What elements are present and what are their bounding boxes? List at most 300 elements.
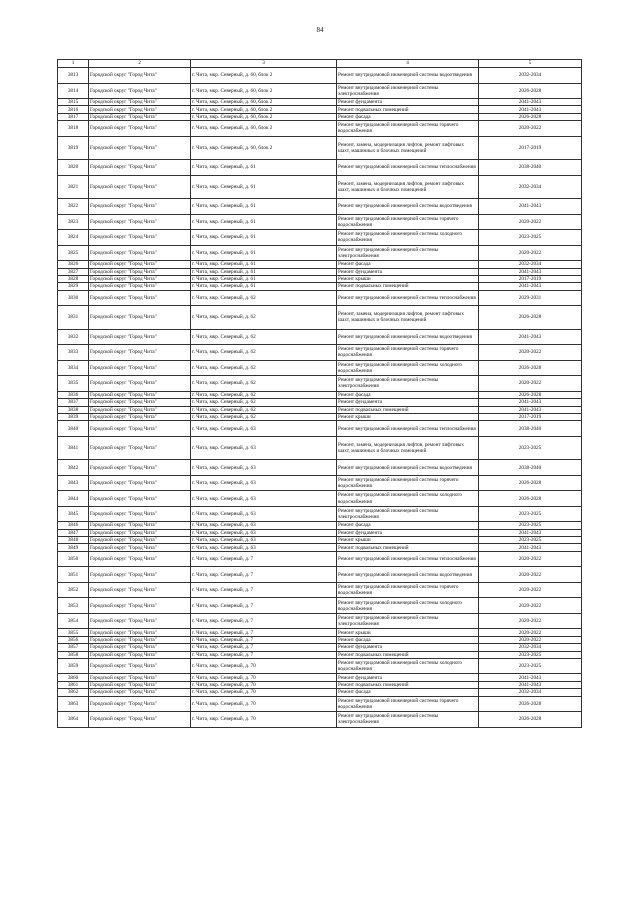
address-cell: г. Чита, мкр. Северный, д. 60, блок 2	[191, 68, 337, 84]
period-cell: 2026-2028	[479, 360, 582, 376]
owner-cell: Городской округ "Город Чита"	[89, 275, 191, 282]
work-type-cell: Ремонт внутридомовой инженерной системы теплоснабжения	[337, 551, 479, 567]
table-row	[58, 696, 582, 712]
address-cell: г. Чита, мкр. Северный, д. 61	[191, 199, 337, 215]
row-number-cell: 3848	[58, 537, 89, 544]
address-cell: г. Чита, мкр. Северный, д. 70	[191, 681, 337, 688]
owner-cell: Городской округ "Город Чита"	[89, 537, 191, 544]
work-type-cell: Ремонт крыши	[337, 275, 479, 282]
table-row	[58, 644, 582, 651]
owner-cell: Городской округ "Город Чита"	[89, 113, 191, 120]
header-cell-3: 3	[191, 60, 337, 68]
row-number-cell: 3815	[58, 99, 89, 106]
address-cell: г. Чита, мкр. Северный, д. 62	[191, 399, 337, 406]
table-row	[58, 674, 582, 681]
address-cell: г. Чита, мкр. Северный, д. 61	[191, 261, 337, 268]
owner-cell: Городской округ "Город Чита"	[89, 413, 191, 420]
owner-cell: Городской округ "Город Чита"	[89, 268, 191, 275]
row-number-cell: 3838	[58, 406, 89, 413]
table-row	[58, 121, 582, 137]
period-cell: 2023-2025	[479, 522, 582, 529]
owner-cell: Городской округ "Город Чита"	[89, 175, 191, 199]
row-number-cell: 3845	[58, 506, 89, 522]
row-number-cell: 3842	[58, 460, 89, 476]
row-number-cell: 3816	[58, 106, 89, 113]
address-cell: г. Чита, мкр. Северный, д. 7	[191, 613, 337, 629]
period-cell: 2020-2022	[479, 629, 582, 636]
owner-cell: Городской округ "Город Чита"	[89, 696, 191, 712]
period-cell: 2023-2025	[479, 537, 582, 544]
row-number-cell: 3822	[58, 199, 89, 215]
owner-cell: Городской округ "Город Чита"	[89, 214, 191, 230]
row-number-cell: 3839	[58, 413, 89, 420]
row-number-cell: 3850	[58, 551, 89, 567]
table-row	[58, 376, 582, 392]
address-cell: г. Чита, мкр. Северный, д. 63	[191, 544, 337, 551]
owner-cell: Городской округ "Город Чита"	[89, 360, 191, 376]
owner-cell: Городской округ "Город Чита"	[89, 306, 191, 330]
row-number-cell: 3847	[58, 529, 89, 536]
row-number-cell: 3862	[58, 689, 89, 696]
owner-cell: Городской округ "Город Чита"	[89, 475, 191, 491]
table-row	[58, 436, 582, 460]
owner-cell: Городской округ "Город Чита"	[89, 345, 191, 361]
table-row	[58, 475, 582, 491]
work-type-cell: Ремонт внутридомовой инженерной системы электроснабжения	[337, 245, 479, 261]
owner-cell: Городской округ "Город Чита"	[89, 644, 191, 651]
period-cell: 2041-2043	[479, 406, 582, 413]
address-cell: г. Чита, мкр. Северный, д. 61	[191, 230, 337, 246]
table-row	[58, 491, 582, 507]
table-row	[58, 345, 582, 361]
page-number: 84	[316, 26, 324, 34]
period-cell: 2032-2034	[479, 68, 582, 84]
work-type-cell: Ремонт фасада	[337, 113, 479, 120]
period-cell: 2041-2043	[479, 329, 582, 345]
row-number-cell: 3827	[58, 268, 89, 275]
row-number-cell: 3837	[58, 399, 89, 406]
address-cell: г. Чита, мкр. Северный, д. 63	[191, 522, 337, 529]
address-cell: г. Чита, мкр. Северный, д. 62	[191, 345, 337, 361]
address-cell: г. Чита, мкр. Северный, д. 62	[191, 391, 337, 398]
period-cell: 2020-2022	[479, 245, 582, 261]
table-row	[58, 360, 582, 376]
owner-cell: Городской округ "Город Чита"	[89, 106, 191, 113]
work-type-cell: Ремонт внутридомовой инженерной системы водоотведения	[337, 199, 479, 215]
table-row	[58, 689, 582, 696]
row-number-cell: 3830	[58, 290, 89, 306]
table-row	[58, 613, 582, 629]
period-cell: 2020-2022	[479, 613, 582, 629]
table-row	[58, 522, 582, 529]
row-number-cell: 3833	[58, 345, 89, 361]
work-type-cell: Ремонт фасада	[337, 522, 479, 529]
owner-cell: Городской округ "Город Чита"	[89, 629, 191, 636]
work-type-cell: Ремонт фундамента	[337, 268, 479, 275]
row-number-cell: 3849	[58, 544, 89, 551]
work-type-cell: Ремонт подвальных помещений	[337, 681, 479, 688]
row-number-cell: 3821	[58, 175, 89, 199]
period-cell: 2020-2022	[479, 582, 582, 598]
row-number-cell: 3832	[58, 329, 89, 345]
work-type-cell: Ремонт внутридомовой инженерной системы электроснабжения	[337, 376, 479, 392]
period-cell: 2020-2022	[479, 551, 582, 567]
owner-cell: Городской округ "Город Чита"	[89, 674, 191, 681]
row-number-cell: 3835	[58, 376, 89, 392]
period-cell: 2041-2043	[479, 199, 582, 215]
work-type-cell: Ремонт крыши	[337, 629, 479, 636]
work-type-cell: Ремонт внутридомовой инженерной системы водоотведения	[337, 68, 479, 84]
address-cell: г. Чита, мкр. Северный, д. 7	[191, 598, 337, 614]
owner-cell: Городской округ "Город Чита"	[89, 689, 191, 696]
work-type-cell: Ремонт фасада	[337, 261, 479, 268]
period-cell: 2020-2022	[479, 598, 582, 614]
owner-cell: Городской округ "Город Чита"	[89, 506, 191, 522]
owner-cell: Городской округ "Город Чита"	[89, 68, 191, 84]
work-type-cell: Ремонт внутридомовой инженерной системы электроснабжения	[337, 613, 479, 629]
owner-cell: Городской округ "Город Чита"	[89, 522, 191, 529]
row-number-cell: 3863	[58, 696, 89, 712]
address-cell: г. Чита, мкр. Северный, д. 62	[191, 329, 337, 345]
row-number-cell: 3861	[58, 681, 89, 688]
owner-cell: Городской округ "Город Чита"	[89, 551, 191, 567]
owner-cell: Городской округ "Город Чита"	[89, 391, 191, 398]
table-row	[58, 712, 582, 728]
address-cell: г. Чита, мкр. Северный, д. 60, блок 2	[191, 106, 337, 113]
period-cell: 2023-2025	[479, 658, 582, 674]
row-number-cell: 3825	[58, 245, 89, 261]
address-cell: г. Чита, мкр. Северный, д. 61	[191, 283, 337, 290]
owner-cell: Городской округ "Город Чита"	[89, 636, 191, 643]
row-number-cell: 3828	[58, 275, 89, 282]
period-cell: 2026-2028	[479, 306, 582, 330]
owner-cell: Городской округ "Город Чита"	[89, 681, 191, 688]
table-row	[58, 413, 582, 420]
address-cell: г. Чита, мкр. Северный, д. 60, блок 2	[191, 83, 337, 99]
address-cell: г. Чита, мкр. Северный, д. 62	[191, 290, 337, 306]
owner-cell: Городской округ "Город Чита"	[89, 230, 191, 246]
period-cell: 2017-2019	[479, 136, 582, 160]
owner-cell: Городской округ "Город Чита"	[89, 99, 191, 106]
table-row	[58, 230, 582, 246]
table-row	[58, 329, 582, 345]
work-type-cell: Ремонт внутридомовой инженерной системы водоотведения	[337, 460, 479, 476]
address-cell: г. Чита, мкр. Северный, д. 61	[191, 268, 337, 275]
row-number-cell: 3836	[58, 391, 89, 398]
period-cell: 2041-2043	[479, 283, 582, 290]
work-type-cell: Ремонт фасада	[337, 636, 479, 643]
work-type-cell: Ремонт подвальных помещений	[337, 283, 479, 290]
table-row	[58, 658, 582, 674]
address-cell: г. Чита, мкр. Северный, д. 63	[191, 491, 337, 507]
work-type-cell: Ремонт фундамента	[337, 644, 479, 651]
owner-cell: Городской округ "Город Чита"	[89, 136, 191, 160]
table-row	[58, 245, 582, 261]
row-number-cell: 3824	[58, 230, 89, 246]
table-row	[58, 290, 582, 306]
row-number-cell: 3844	[58, 491, 89, 507]
address-cell: г. Чита, мкр. Северный, д. 7	[191, 636, 337, 643]
address-cell: г. Чита, мкр. Северный, д. 61	[191, 175, 337, 199]
address-cell: г. Чита, мкр. Северный, д. 61	[191, 214, 337, 230]
table-row	[58, 99, 582, 106]
address-cell: г. Чита, мкр. Северный, д. 63	[191, 436, 337, 460]
row-number-cell: 3852	[58, 582, 89, 598]
owner-cell: Городской округ "Город Чита"	[89, 712, 191, 728]
address-cell: г. Чита, мкр. Северный, д. 60, блок 2	[191, 99, 337, 106]
table-row	[58, 406, 582, 413]
period-cell: 2032-2034	[479, 644, 582, 651]
owner-cell: Городской округ "Город Чита"	[89, 376, 191, 392]
period-cell: 2041-2043	[479, 529, 582, 536]
work-type-cell: Ремонт внутридомовой инженерной системы теплоснабжения	[337, 160, 479, 176]
work-type-cell: Ремонт крыши	[337, 413, 479, 420]
work-type-cell: Ремонт фасада	[337, 391, 479, 398]
row-number-cell: 3846	[58, 522, 89, 529]
address-cell: г. Чита, мкр. Северный, д. 62	[191, 413, 337, 420]
table-row	[58, 175, 582, 199]
table-row	[58, 261, 582, 268]
table-row	[58, 399, 582, 406]
row-number-cell: 3864	[58, 712, 89, 728]
work-type-cell: Ремонт внутридомовой инженерной системы холодного водоснабжения	[337, 230, 479, 246]
period-cell: 2038-2040	[479, 460, 582, 476]
period-cell: 2023-2025	[479, 651, 582, 658]
period-cell: 2041-2043	[479, 399, 582, 406]
work-type-cell: Ремонт внутридомовой инженерной системы водоотведения	[337, 329, 479, 345]
work-type-cell: Ремонт внутридомовой инженерной системы горячего водоснабжения	[337, 475, 479, 491]
period-cell: 2038-2040	[479, 160, 582, 176]
period-cell: 2026-2028	[479, 712, 582, 728]
work-type-cell: Ремонт, замена, модернизация лифтов, ремонт лифтовых шахт, машинных и блочных помещений	[337, 175, 479, 199]
address-cell: г. Чита, мкр. Северный, д. 7	[191, 644, 337, 651]
work-type-cell: Ремонт внутридомовой инженерной системы горячего водоснабжения	[337, 214, 479, 230]
address-cell: г. Чита, мкр. Северный, д. 70	[191, 658, 337, 674]
period-cell: 2026-2028	[479, 83, 582, 99]
work-type-cell: Ремонт, замена, модернизация лифтов, ремонт лифтовых шахт, машинных и блочных помещений	[337, 436, 479, 460]
period-cell: 2023-2025	[479, 506, 582, 522]
row-number-cell: 3853	[58, 598, 89, 614]
work-type-cell: Ремонт фундамента	[337, 529, 479, 536]
work-type-cell: Ремонт внутридомовой инженерной системы горячего водоснабжения	[337, 345, 479, 361]
row-number-cell: 3851	[58, 567, 89, 583]
owner-cell: Городской округ "Город Чита"	[89, 245, 191, 261]
work-type-cell: Ремонт крыши	[337, 537, 479, 544]
table-row	[58, 268, 582, 275]
address-cell: г. Чита, мкр. Северный, д. 70	[191, 712, 337, 728]
address-cell: г. Чита, мкр. Северный, д. 63	[191, 506, 337, 522]
period-cell: 2023-2025	[479, 230, 582, 246]
period-cell: 2032-2034	[479, 689, 582, 696]
owner-cell: Городской округ "Город Чита"	[89, 283, 191, 290]
address-cell: г. Чита, мкр. Северный, д. 62	[191, 376, 337, 392]
work-type-cell: Ремонт внутридомовой инженерной системы горячего водоснабжения	[337, 696, 479, 712]
row-number-cell: 3831	[58, 306, 89, 330]
period-cell: 2026-2028	[479, 491, 582, 507]
row-number-cell: 3855	[58, 629, 89, 636]
table-row	[58, 506, 582, 522]
owner-cell: Городской округ "Город Чита"	[89, 261, 191, 268]
row-number-cell: 3843	[58, 475, 89, 491]
owner-cell: Городской округ "Город Чита"	[89, 658, 191, 674]
table-row	[58, 629, 582, 636]
address-cell: г. Чита, мкр. Северный, д. 61	[191, 245, 337, 261]
period-cell: 2029-2031	[479, 290, 582, 306]
work-type-cell: Ремонт фасада	[337, 689, 479, 696]
table-row	[58, 421, 582, 437]
table-header-row	[58, 60, 582, 68]
owner-cell: Городской округ "Город Чита"	[89, 329, 191, 345]
header-cell-5: 5	[479, 60, 582, 68]
table-row	[58, 199, 582, 215]
address-cell: г. Чита, мкр. Северный, д. 7	[191, 582, 337, 598]
header-cell-4: 4	[337, 60, 479, 68]
row-number-cell: 3817	[58, 113, 89, 120]
address-cell: г. Чита, мкр. Северный, д. 63	[191, 537, 337, 544]
table-row	[58, 598, 582, 614]
work-type-cell: Ремонт, замена, модернизация лифтов, ремонт лифтовых шахт, машинных и блочных помещений	[337, 136, 479, 160]
row-number-cell: 3826	[58, 261, 89, 268]
address-cell: г. Чита, мкр. Северный, д. 70	[191, 689, 337, 696]
period-cell: 2041-2043	[479, 544, 582, 551]
owner-cell: Городской округ "Город Чита"	[89, 567, 191, 583]
work-type-cell: Ремонт внутридомовой инженерной системы холодного водоснабжения	[337, 360, 479, 376]
address-cell: г. Чита, мкр. Северный, д. 60, блок 2	[191, 121, 337, 137]
work-type-cell: Ремонт внутридомовой инженерной системы холодного водоснабжения	[337, 598, 479, 614]
row-number-cell: 3818	[58, 121, 89, 137]
address-cell: г. Чита, мкр. Северный, д. 63	[191, 460, 337, 476]
table-row	[58, 636, 582, 643]
capital-repair-table	[57, 59, 582, 728]
period-cell: 2041-2043	[479, 106, 582, 113]
table-row	[58, 551, 582, 567]
owner-cell: Городской округ "Город Чита"	[89, 436, 191, 460]
owner-cell: Городской округ "Город Чита"	[89, 529, 191, 536]
work-type-cell: Ремонт внутридомовой инженерной системы теплоснабжения	[337, 421, 479, 437]
work-type-cell: Ремонт внутридомовой инженерной системы горячего водоснабжения	[337, 582, 479, 598]
row-number-cell: 3854	[58, 613, 89, 629]
table-row	[58, 283, 582, 290]
table-row	[58, 83, 582, 99]
row-number-cell: 3823	[58, 214, 89, 230]
owner-cell: Городской округ "Город Чита"	[89, 121, 191, 137]
address-cell: г. Чита, мкр. Северный, д. 60, блок 2	[191, 113, 337, 120]
address-cell: г. Чита, мкр. Северный, д. 7	[191, 567, 337, 583]
period-cell: 2020-2022	[479, 636, 582, 643]
period-cell: 2038-2040	[479, 421, 582, 437]
table-row	[58, 460, 582, 476]
row-number-cell: 3859	[58, 658, 89, 674]
owner-cell: Городской округ "Город Чита"	[89, 421, 191, 437]
table-row	[58, 68, 582, 84]
period-cell: 2041-2043	[479, 99, 582, 106]
work-type-cell: Ремонт подвальных помещений	[337, 651, 479, 658]
period-cell: 2023-2025	[479, 436, 582, 460]
row-number-cell: 3819	[58, 136, 89, 160]
period-cell: 2020-2022	[479, 345, 582, 361]
work-type-cell: Ремонт внутридомовой инженерной системы теплоснабжения	[337, 290, 479, 306]
period-cell: 2020-2022	[479, 214, 582, 230]
period-cell: 2017-2019	[479, 413, 582, 420]
work-type-cell: Ремонт подвальных помещений	[337, 544, 479, 551]
address-cell: г. Чита, мкр. Северный, д. 63	[191, 421, 337, 437]
header-cell-2: 2	[89, 60, 191, 68]
table-row	[58, 651, 582, 658]
period-cell: 2026-2028	[479, 391, 582, 398]
row-number-cell: 3834	[58, 360, 89, 376]
table-row	[58, 306, 582, 330]
address-cell: г. Чита, мкр. Северный, д. 7	[191, 629, 337, 636]
row-number-cell: 3814	[58, 83, 89, 99]
table-row	[58, 544, 582, 551]
period-cell: 2032-2034	[479, 261, 582, 268]
table-row	[58, 681, 582, 688]
owner-cell: Городской округ "Город Чита"	[89, 613, 191, 629]
address-cell: г. Чита, мкр. Северный, д. 70	[191, 674, 337, 681]
period-cell: 2026-2028	[479, 475, 582, 491]
table-row	[58, 582, 582, 598]
owner-cell: Городской округ "Город Чита"	[89, 582, 191, 598]
address-cell: г. Чита, мкр. Северный, д. 61	[191, 275, 337, 282]
period-cell: 2041-2043	[479, 681, 582, 688]
period-cell: 2020-2022	[479, 376, 582, 392]
address-cell: г. Чита, мкр. Северный, д. 61	[191, 160, 337, 176]
owner-cell: Городской округ "Город Чита"	[89, 651, 191, 658]
work-type-cell: Ремонт внутридомовой инженерной системы электроснабжения	[337, 712, 479, 728]
period-cell: 2020-2022	[479, 567, 582, 583]
work-type-cell: Ремонт внутридомовой инженерной системы холодного водоснабжения	[337, 658, 479, 674]
owner-cell: Городской округ "Город Чита"	[89, 460, 191, 476]
work-type-cell: Ремонт внутридомовой инженерной системы горячего водоснабжения	[337, 121, 479, 137]
period-cell: 2026-2028	[479, 696, 582, 712]
table-row	[58, 567, 582, 583]
work-type-cell: Ремонт внутридомовой инженерной системы электроснабжения	[337, 506, 479, 522]
row-number-cell: 3820	[58, 160, 89, 176]
row-number-cell: 3858	[58, 651, 89, 658]
work-type-cell: Ремонт фундамента	[337, 674, 479, 681]
address-cell: г. Чита, мкр. Северный, д. 70	[191, 696, 337, 712]
row-number-cell: 3860	[58, 674, 89, 681]
address-cell: г. Чита, мкр. Северный, д. 60, блок 2	[191, 136, 337, 160]
work-type-cell: Ремонт внутридомовой инженерной системы водоотведения	[337, 567, 479, 583]
work-type-cell: Ремонт подвальных помещений	[337, 106, 479, 113]
row-number-cell: 3856	[58, 636, 89, 643]
owner-cell: Городской округ "Город Чита"	[89, 544, 191, 551]
table-row	[58, 113, 582, 120]
address-cell: г. Чита, мкр. Северный, д. 63	[191, 475, 337, 491]
period-cell: 2041-2043	[479, 674, 582, 681]
work-type-cell: Ремонт подвальных помещений	[337, 406, 479, 413]
work-type-cell: Ремонт, замена, модернизация лифтов, ремонт лифтовых шахт, машинных и блочных помещений	[337, 306, 479, 330]
period-cell: 2017-2019	[479, 275, 582, 282]
table-row	[58, 106, 582, 113]
owner-cell: Городской округ "Город Чита"	[89, 160, 191, 176]
work-type-cell: Ремонт внутридомовой инженерной системы холодного водоснабжения	[337, 491, 479, 507]
table-row	[58, 136, 582, 160]
owner-cell: Городской округ "Город Чита"	[89, 399, 191, 406]
table-row	[58, 160, 582, 176]
table-row	[58, 391, 582, 398]
table-row	[58, 529, 582, 536]
owner-cell: Городской округ "Город Чита"	[89, 290, 191, 306]
row-number-cell: 3813	[58, 68, 89, 84]
address-cell: г. Чита, мкр. Северный, д. 62	[191, 360, 337, 376]
row-number-cell: 3857	[58, 644, 89, 651]
table-row	[58, 275, 582, 282]
address-cell: г. Чита, мкр. Северный, д. 62	[191, 406, 337, 413]
work-type-cell: Ремонт фундамента	[337, 99, 479, 106]
table-body	[58, 60, 582, 728]
